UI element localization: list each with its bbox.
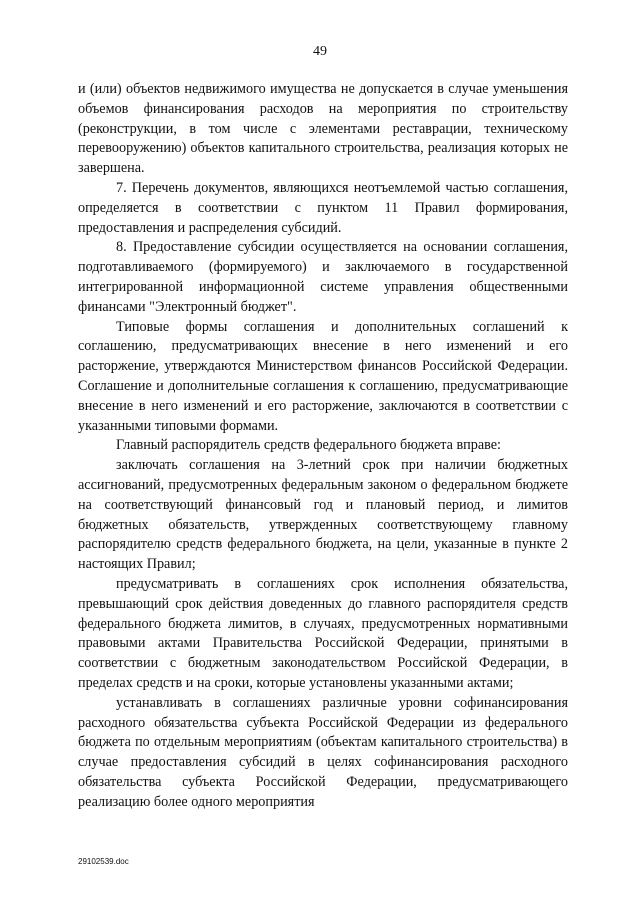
paragraph-1: и (или) объектов недвижимого имущества не допускается в случае уменьшения объемов финансирования расходов на мероприятия по строительству (реконструкции, в том числе с элементами реставрации, техническому перевооружению) объектов капитального строительства, реализация которых не завершена. bbox=[78, 81, 568, 177]
document-body bbox=[78, 80, 568, 812]
paragraph-4: Типовые формы соглашения и дополнительных соглашений к соглашению, предусматривающих внесение в него изменений и его расторжение, утверждаются Министерством финансов Российской Федерации. Соглашение и дополнительные соглашения к соглашению, предусматривающие внесение в него изменений и его расторжение, заключаются в соответствии с указанными типовыми формами. bbox=[78, 318, 568, 434]
paragraph-8: устанавливать в соглашениях различные уровни софинансирования расходного обязательства субъекта Российской Федерации из федерального бюджета по отдельным мероприятиям (объектам капитального строительства) в случае предоставления субсидий в целях софинансирования расходного обязательства субъекта Российской Федерации, предусматривающего реализацию более одного мероприятия bbox=[78, 694, 568, 810]
paragraph-5: Главный распорядитель средств федерального бюджета вправе: bbox=[116, 437, 501, 454]
paragraph-7: предусматривать в соглашениях срок исполнения обязательства, превышающий срок действия доведенных до главного распорядителя средств федерального бюджета лимитов, в случаях, предусмотренных нормативными правовыми актами Правительства Российской Федерации, принятыми в соответствии с бюджетным законодательством Российской Федерации, в пределах средств и на сроки, которые установлены указанными актами; bbox=[78, 575, 568, 691]
page-number: 49 bbox=[313, 44, 327, 59]
file-name-footer: 29102539.doc bbox=[78, 857, 129, 866]
paragraph-2: 7. Перечень документов, являющихся неотъемлемой частью соглашения, определяется в соответствии с пунктом 11 Правил формирования, предоставления и распределения субсидий. bbox=[78, 179, 568, 236]
paragraph-6: заключать соглашения на 3-летний срок при наличии бюджетных ассигнований, предусмотренных федеральным законом о федеральном бюджете на соответствующий финансовый год и плановый период, и лимитов бюджетных обязательств, утвержденных соответствующему главному распорядителю средств федерального бюджета, на цели, указанные в пункте 2 настоящих Правил; bbox=[78, 457, 568, 573]
paragraph-3: 8. Предоставление субсидии осуществляется на основании соглашения, подготавливаемого (формируемого) и заключаемого в государственной интегрированной информационной системе управления общественными финансами "Электронный бюджет". bbox=[78, 239, 568, 315]
